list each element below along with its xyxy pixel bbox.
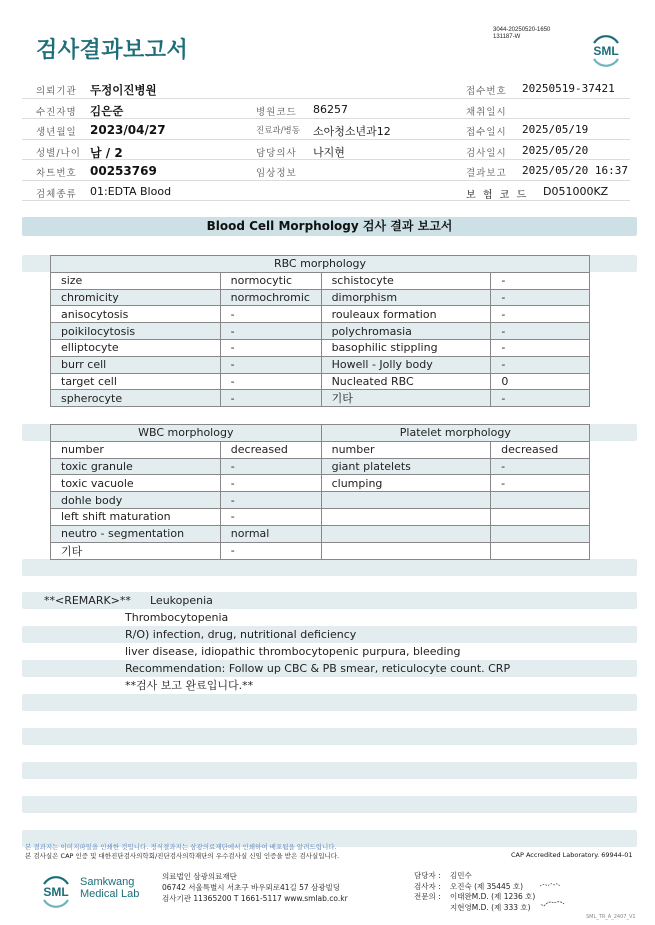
brand-line1: Samkwang bbox=[80, 876, 135, 888]
table-row bbox=[51, 373, 590, 390]
remark-text: Leukopenia bbox=[150, 594, 213, 607]
requesting-org-label: 의뢰기관 bbox=[36, 86, 77, 97]
remark-text: Thrombocytopenia bbox=[125, 611, 229, 624]
cell: - bbox=[220, 508, 321, 525]
row-stripe bbox=[22, 559, 637, 576]
row-stripe bbox=[22, 762, 637, 779]
cell bbox=[491, 525, 590, 542]
patient-name-label: 수진자명 bbox=[36, 106, 77, 118]
cell: spherocyte bbox=[51, 390, 221, 407]
cell: polychromasia bbox=[321, 323, 491, 340]
cell: number bbox=[321, 441, 491, 458]
cell bbox=[491, 542, 590, 559]
cell: normocytic bbox=[220, 272, 321, 289]
brand-line2: Medical Lab bbox=[80, 888, 140, 900]
birth-label: 생년월일 bbox=[36, 127, 77, 138]
doctor-label: 담당의사 bbox=[256, 147, 297, 159]
info-row-5 bbox=[22, 160, 630, 181]
cell: - bbox=[220, 339, 321, 356]
cell: 기타 bbox=[51, 542, 221, 559]
cell bbox=[491, 508, 590, 525]
cell: - bbox=[220, 458, 321, 475]
cell: - bbox=[491, 323, 590, 340]
lab-contact: 검사기관 11365200 T 1661-5117 www.smlab.co.kr bbox=[162, 894, 348, 903]
cell: rouleaux formation bbox=[321, 306, 491, 323]
lab-org-name: 의료법인 삼광의료재단 bbox=[162, 872, 237, 881]
requesting-org-value: 두정이진병원 bbox=[90, 83, 157, 97]
receipt-date-label: 접수일시 bbox=[466, 127, 507, 138]
report-time-label: 결과보고 bbox=[466, 168, 507, 179]
cap-accreditation: CAP Accredited Laboratory. 69944-01 bbox=[511, 851, 633, 859]
doctor-value: 나지현 bbox=[313, 145, 345, 159]
cell: normochromic bbox=[220, 289, 321, 306]
table-row bbox=[51, 289, 590, 306]
cell: 0 bbox=[491, 373, 590, 390]
cell: chromicity bbox=[51, 289, 221, 306]
cell bbox=[321, 542, 491, 559]
table-row bbox=[51, 492, 590, 509]
cell: left shift maturation bbox=[51, 508, 221, 525]
info-row-4 bbox=[22, 140, 630, 161]
remark-line bbox=[22, 626, 637, 643]
cell: target cell bbox=[51, 373, 221, 390]
document-id bbox=[493, 27, 550, 40]
test-date-label: 검사일시 bbox=[466, 147, 507, 159]
remark-line bbox=[22, 592, 637, 609]
cell: - bbox=[220, 492, 321, 509]
section-title: Blood Cell Morphology 검사 결과 보고서 bbox=[22, 217, 637, 236]
wbc-table-title: WBC morphology bbox=[51, 425, 322, 442]
table-row bbox=[51, 441, 590, 458]
cell: toxic granule bbox=[51, 458, 221, 475]
cell: clumping bbox=[321, 475, 491, 492]
insurance-code-label: 보 험 코 드 bbox=[466, 189, 529, 201]
cell: - bbox=[491, 272, 590, 289]
cell: toxic vacuole bbox=[51, 475, 221, 492]
info-row-6 bbox=[22, 181, 630, 202]
remark-line bbox=[22, 643, 637, 660]
birth-value: 2023/04/27 bbox=[90, 123, 166, 137]
staff-role: 검사자 : bbox=[414, 881, 441, 891]
svg-text:SML: SML bbox=[593, 44, 619, 58]
staff-name: 오진숙 (제 35445 호) bbox=[450, 881, 524, 891]
cell bbox=[321, 508, 491, 525]
remark-section bbox=[22, 592, 637, 694]
cell: neutro - segmentation bbox=[51, 525, 221, 542]
cell bbox=[491, 492, 590, 509]
table-row bbox=[51, 272, 590, 289]
cell: dimorphism bbox=[321, 289, 491, 306]
lab-street-address: 06742 서울특별시 서초구 바우뫼로41길 57 삼광빌딩 bbox=[162, 883, 341, 892]
info-row-3 bbox=[22, 119, 630, 140]
sml-footer-logo-icon bbox=[36, 873, 76, 909]
rbc-morphology-table bbox=[50, 255, 590, 407]
remark-text: R/O) infection, drug, nutritional deficiency bbox=[125, 628, 357, 641]
insurance-code-value: D051000KZ bbox=[543, 184, 609, 198]
test-date-value: 2025/05/20 bbox=[522, 143, 589, 157]
department-value: 소아청소년과12 bbox=[313, 125, 391, 138]
cell: - bbox=[491, 390, 590, 407]
signature-icon bbox=[540, 878, 590, 918]
remark-line bbox=[22, 677, 637, 694]
sml-logo-icon bbox=[586, 32, 626, 68]
table-row bbox=[51, 323, 590, 340]
remark-line bbox=[22, 609, 637, 626]
cell: normal bbox=[220, 525, 321, 542]
brand-name bbox=[80, 876, 139, 900]
cell: - bbox=[491, 289, 590, 306]
sex-age-value: 남 / 2 bbox=[90, 145, 123, 160]
cell: decreased bbox=[491, 441, 590, 458]
row-stripe bbox=[22, 728, 637, 745]
remark-line bbox=[22, 660, 637, 677]
cell: 기타 bbox=[321, 390, 491, 407]
cell: dohle body bbox=[51, 492, 221, 509]
patient-info-grid bbox=[22, 78, 630, 201]
staff-name: 김민수 bbox=[450, 871, 472, 880]
remark-text: Recommendation: Follow up CBC & PB smear, reticulocyte count. CRP bbox=[125, 662, 511, 675]
wbc-platelet-morphology-table bbox=[50, 424, 590, 560]
report-title: 검사결과보고서 bbox=[36, 38, 189, 63]
cell: - bbox=[220, 356, 321, 373]
row-stripe bbox=[22, 796, 637, 813]
form-code: SML_TR_A_2407_V1 bbox=[586, 914, 636, 920]
platelet-table-title: Platelet morphology bbox=[321, 425, 589, 442]
rbc-table-title: RBC morphology bbox=[51, 256, 590, 273]
document-id-line1: 3044-20250520-1650 bbox=[493, 27, 551, 33]
hospital-code-label: 병원코드 bbox=[256, 106, 297, 118]
cell: - bbox=[491, 306, 590, 323]
cell: - bbox=[491, 458, 590, 475]
table-row bbox=[51, 475, 590, 492]
receipt-no-value: 20250519-37421 bbox=[522, 82, 615, 95]
sex-age-label: 성별/나이 bbox=[36, 147, 81, 159]
cell: - bbox=[491, 475, 590, 492]
image-print-notice: 본 결과지는 이미지파일을 인쇄한 것입니다. 정식결과지는 삼광의료재단에서 인쇄하여 배포됨을 알려드립니다. bbox=[25, 843, 337, 851]
chart-no-value: 00253769 bbox=[90, 164, 157, 178]
table-row bbox=[51, 542, 590, 559]
info-row-1 bbox=[22, 78, 630, 99]
cell: - bbox=[491, 339, 590, 356]
cell: size bbox=[51, 272, 221, 289]
collection-label: 채취일시 bbox=[466, 106, 507, 118]
clinical-info-label: 임상정보 bbox=[256, 168, 297, 179]
cell: anisocytosis bbox=[51, 306, 221, 323]
accreditation-notice: 본 검사실은 CAP 인증 및 대한진단검사의학회/진단검사의학재단의 우수검사실 신임 인증을 받은 검사실입니다. bbox=[25, 852, 340, 860]
table-row bbox=[51, 356, 590, 373]
remark-text: **검사 보고 완료입니다.** bbox=[125, 679, 254, 692]
cell: giant platelets bbox=[321, 458, 491, 475]
receipt-no-label: 접수번호 bbox=[466, 86, 507, 97]
cell bbox=[321, 492, 491, 509]
lab-address bbox=[162, 871, 348, 904]
receipt-date-value: 2025/05/19 bbox=[522, 123, 589, 136]
cell: - bbox=[491, 356, 590, 373]
table-row bbox=[51, 458, 590, 475]
table-row bbox=[51, 508, 590, 525]
info-row-2 bbox=[22, 99, 630, 120]
patient-name-value: 김은준 bbox=[90, 103, 124, 118]
cell: - bbox=[220, 390, 321, 407]
cell: decreased bbox=[220, 441, 321, 458]
specimen-value: 01:EDTA Blood bbox=[90, 184, 172, 198]
cell: poikilocytosis bbox=[51, 323, 221, 340]
staff-role: 전문의 : bbox=[414, 892, 441, 901]
cell: Nucleated RBC bbox=[321, 373, 491, 390]
specimen-label: 검체종류 bbox=[36, 188, 77, 200]
table-row bbox=[51, 339, 590, 356]
remark-tag: **<REMARK>** bbox=[44, 594, 131, 607]
department-label: 진료과/병동 bbox=[256, 126, 300, 136]
chart-no-label: 차트번호 bbox=[36, 168, 77, 179]
cell: basophilic stippling bbox=[321, 339, 491, 356]
cell: burr cell bbox=[51, 356, 221, 373]
cell: - bbox=[220, 323, 321, 340]
cell: elliptocyte bbox=[51, 339, 221, 356]
cell: - bbox=[220, 475, 321, 492]
table-row bbox=[51, 306, 590, 323]
remark-text: liver disease, idiopathic thrombocytopenic purpura, bleeding bbox=[125, 645, 461, 658]
cell: schistocyte bbox=[321, 272, 491, 289]
cell: - bbox=[220, 373, 321, 390]
staff-name: 이태완M.D. (제 1236 호) bbox=[450, 892, 536, 901]
hospital-code-value: 86257 bbox=[313, 102, 348, 116]
document-id-line2: 131187-W bbox=[493, 33, 521, 40]
cell: Howell - Jolly body bbox=[321, 356, 491, 373]
staff-name: 지현영M.D. (제 333 호) bbox=[450, 902, 531, 912]
row-stripe bbox=[22, 694, 637, 711]
staff-role: 담당자 : bbox=[414, 871, 441, 880]
cell: - bbox=[220, 542, 321, 559]
report-time-value: 2025/05/20 16:37 bbox=[522, 164, 628, 177]
table-row bbox=[51, 390, 590, 407]
svg-text:SML: SML bbox=[43, 885, 69, 899]
cell bbox=[321, 525, 491, 542]
table-row bbox=[51, 525, 590, 542]
cell: - bbox=[220, 306, 321, 323]
cell: number bbox=[51, 441, 221, 458]
